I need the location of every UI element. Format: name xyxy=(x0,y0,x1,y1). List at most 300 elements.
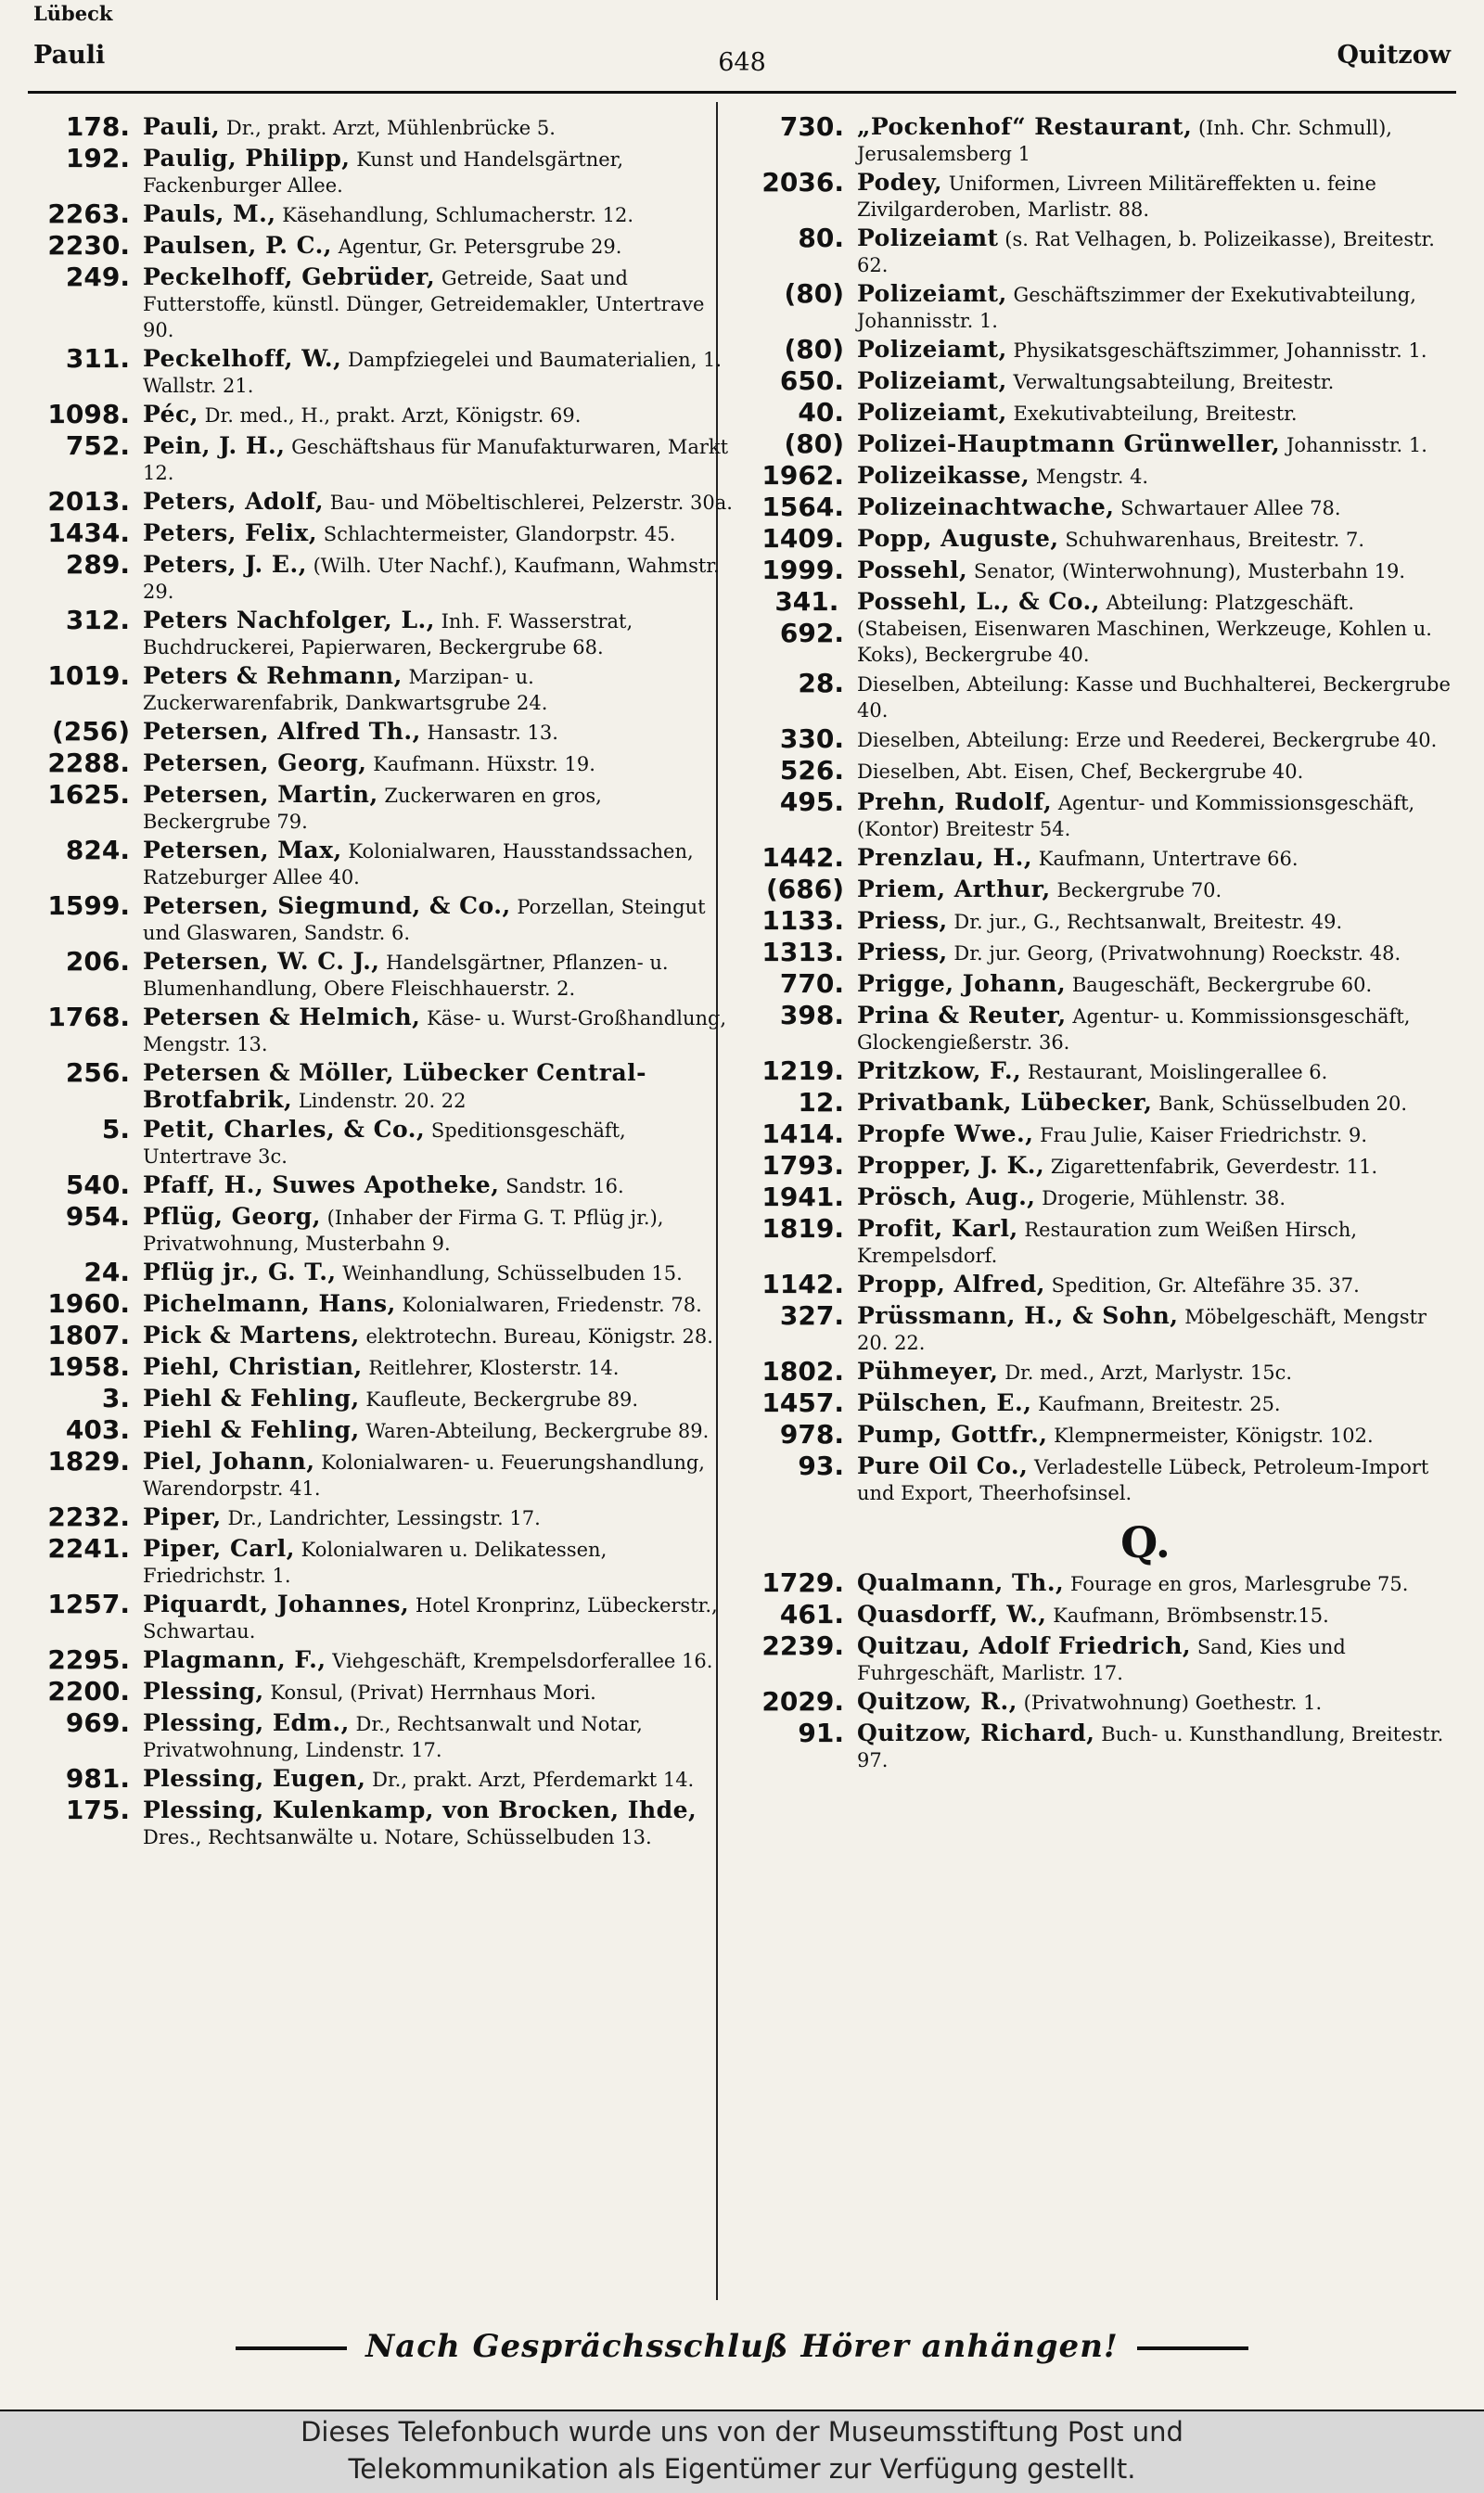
entry-name: Possehl, xyxy=(857,556,968,583)
directory-entry xyxy=(733,278,1456,334)
entry-details: Beckergrube 70. xyxy=(1056,879,1222,901)
entry-number: 1802. xyxy=(761,1356,844,1387)
entry-name: Popp, Auguste, xyxy=(857,525,1059,552)
directory-entry xyxy=(733,842,1456,874)
directory-entry xyxy=(28,1114,735,1170)
entry-text xyxy=(143,1795,735,1850)
entry-details: Dieselben, Abteilung: Kasse und Buchhalterei, Beckergrube 40. xyxy=(857,673,1451,722)
directory-entry xyxy=(733,1387,1456,1419)
directory-entry xyxy=(28,486,735,518)
entry-number: 1414. xyxy=(761,1119,844,1149)
directory-entry xyxy=(733,428,1456,460)
entry-number: 1564. xyxy=(761,492,844,522)
entry-number: 192. xyxy=(65,143,130,173)
directory-entry xyxy=(28,1351,735,1383)
directory-entry xyxy=(733,167,1456,223)
entry-number: 1819. xyxy=(761,1213,844,1244)
directory-entry xyxy=(733,397,1456,428)
entry-text xyxy=(857,668,1456,723)
entry-details: Kaufleute, Beckergrube 89. xyxy=(365,1388,639,1411)
entry-text xyxy=(143,1763,735,1793)
entry-details: Dr. jur. Georg, (Privatwohnung) Roeckstr. 48. xyxy=(953,942,1401,965)
entry-details: Speditionsgeschäft, Untertrave 3c. xyxy=(143,1119,626,1168)
entry-number: 461. xyxy=(779,1599,844,1630)
entry-name: Quitzow, R., xyxy=(857,1688,1017,1715)
entry-name: Pump, Gottfr., xyxy=(857,1421,1048,1448)
entry-details: Käse- u. Wurst-Großhandlung, Mengstr. 13. xyxy=(143,1007,727,1055)
entry-text xyxy=(857,1718,1456,1773)
entry-number: 178. xyxy=(65,111,130,142)
entry-number: (80) xyxy=(784,334,844,364)
directory-entry xyxy=(733,968,1456,1000)
entry-details: Konsul, (Privat) Herrnhaus Mori. xyxy=(270,1681,596,1704)
left-column xyxy=(28,111,735,1850)
directory-entry xyxy=(733,1150,1456,1182)
directory-entry xyxy=(28,1644,735,1676)
entry-details: Hotel Kronprinz, Lübeckerstr., Schwartau. xyxy=(143,1594,718,1643)
directory-entry xyxy=(28,1170,735,1201)
entry-number: 770. xyxy=(779,968,844,999)
entry-details: Handelsgärtner, Pflanzen- u. Blumenhandlung, Obere Fleischhauerstr. 2. xyxy=(143,952,669,1000)
entry-text xyxy=(143,716,735,746)
entry-details: Kaufmann, Breitestr. 25. xyxy=(1038,1393,1281,1415)
entry-name: Propfe Wwe., xyxy=(857,1120,1034,1147)
entry-name: Polizeiamt, xyxy=(857,336,1007,363)
directory-entry xyxy=(733,1213,1456,1269)
entry-name: Piel, Johann, xyxy=(143,1448,315,1475)
entry-text xyxy=(857,1269,1456,1298)
entry-name: Piehl, Christian, xyxy=(143,1353,363,1380)
entry-text xyxy=(857,755,1456,785)
entry-name: Petersen & Helmich, xyxy=(143,1004,421,1030)
directory-entry xyxy=(28,111,735,143)
entry-details: Lindenstr. 20. 22 xyxy=(298,1090,467,1112)
entry-text xyxy=(857,1419,1456,1449)
directory-entry xyxy=(733,1269,1456,1300)
entry-name: Petersen, Georg, xyxy=(143,749,367,776)
entry-number: 1442. xyxy=(761,842,844,873)
entry-name: Prenzlau, H., xyxy=(857,844,1033,871)
directory-entry xyxy=(733,523,1456,555)
entry-text xyxy=(857,428,1456,458)
directory-entry xyxy=(733,1630,1456,1686)
entry-details: Dr., Landrichter, Lessingstr. 17. xyxy=(227,1507,541,1529)
entry-name: Pauli, xyxy=(143,113,221,140)
entry-number: 1829. xyxy=(47,1446,130,1477)
entry-details: Marzipan- u. Zuckerwarenfabrik, Dankwartsgrube 24. xyxy=(143,666,548,714)
entry-text xyxy=(143,1288,735,1318)
entry-text xyxy=(143,660,735,716)
entry-number: 249. xyxy=(65,262,130,292)
footer-notice-text: Nach Gesprächsschluß Hörer anhängen! xyxy=(365,2328,1119,2365)
page-header xyxy=(33,2,1451,83)
entry-details: Restauration zum Weißen Hirsch, Krempelsdorf. xyxy=(857,1219,1358,1267)
entry-number: 175. xyxy=(65,1795,130,1825)
entry-number: 526. xyxy=(779,755,844,786)
entry-text xyxy=(143,399,735,428)
entry-details: Senator, (Winterwohnung), Musterbahn 19. xyxy=(973,560,1405,582)
entry-name: Polizeikasse, xyxy=(857,462,1030,489)
entry-name: Propper, J. K., xyxy=(857,1152,1045,1179)
entry-name: Peckelhoff, Gebrüder, xyxy=(143,263,436,290)
entry-text xyxy=(857,723,1456,753)
entry-number: 1807. xyxy=(47,1320,130,1350)
entry-details: Geschäftszimmer der Exekutivabteilung, Johannisstr. 1. xyxy=(857,284,1416,332)
entry-text xyxy=(857,968,1456,998)
entry-name: Quitzow, Richard, xyxy=(857,1720,1095,1746)
directory-entry xyxy=(28,1676,735,1707)
entry-details: elektrotechn. Bureau, Königstr. 28. xyxy=(365,1325,713,1348)
entry-number: 2241. xyxy=(47,1533,130,1564)
entry-details: Dr., Rechtsanwalt und Notar, Privatwohnung, Lindenstr. 17. xyxy=(143,1713,643,1761)
entry-name: Pichelmann, Hans, xyxy=(143,1290,396,1317)
entry-text xyxy=(143,1170,735,1199)
entry-text xyxy=(143,1057,735,1114)
directory-entry xyxy=(28,1446,735,1502)
entry-details: Dr. jur., G., Rechtsanwalt, Breitestr. 49. xyxy=(953,911,1343,933)
entry-details: Restaurant, Moislingerallee 6. xyxy=(1027,1061,1328,1083)
entry-text xyxy=(857,492,1456,521)
directory-entry xyxy=(733,1451,1456,1506)
entry-text xyxy=(857,1387,1456,1417)
entry-name: Pritzkow, F., xyxy=(857,1057,1022,1084)
entry-text xyxy=(143,1589,735,1644)
entry-details: Baugeschäft, Beckergrube 60. xyxy=(1071,974,1373,996)
directory-entry xyxy=(28,1589,735,1644)
entry-text xyxy=(857,1599,1456,1629)
credit-line-1: Dieses Telefonbuch wurde uns von der Museumsstiftung Post und xyxy=(301,2416,1183,2448)
entry-text xyxy=(143,605,735,660)
entry-number: (80) xyxy=(784,428,844,459)
entry-details: Dr., prakt. Arzt, Mühlenbrücke 5. xyxy=(225,117,556,139)
entry-name: Petersen, Alfred Th., xyxy=(143,718,421,745)
entry-number: 495. xyxy=(779,786,844,817)
entry-details: Abteilung: Platzgeschäft. (Stabeisen, Eisenwaren Maschinen, Werkzeuge, Kohlen u. Koks), Beckergrube 40. xyxy=(857,592,1432,666)
entry-number: 1768. xyxy=(47,1002,130,1032)
entry-name: Petersen, Siegmund, & Co., xyxy=(143,892,511,919)
entry-name: Priess, xyxy=(857,907,948,934)
directory-entry xyxy=(733,786,1456,842)
directory-entry xyxy=(733,1567,1456,1599)
directory-entry xyxy=(28,605,735,660)
directory-entry xyxy=(28,748,735,779)
entry-name: Privatbank, Lübecker, xyxy=(857,1089,1153,1116)
entry-number: 1960. xyxy=(47,1288,130,1319)
entry-name: Petersen, Martin, xyxy=(143,781,378,808)
section-q-entries xyxy=(733,1567,1456,1773)
entry-number: 327. xyxy=(779,1300,844,1331)
entry-text xyxy=(143,946,735,1002)
entry-number: 330. xyxy=(779,723,844,754)
directory-entry xyxy=(28,946,735,1002)
entry-name: Polizeiamt, xyxy=(857,367,1007,394)
entry-number: 2295. xyxy=(47,1644,130,1675)
entry-number: 256. xyxy=(65,1057,130,1088)
entry-number: 12. xyxy=(798,1087,844,1118)
directory-entry xyxy=(28,1502,735,1533)
directory-entry xyxy=(28,143,735,198)
entry-name: „Pockenhof“ Restaurant, xyxy=(857,113,1193,140)
entry-name: Pein, J. H., xyxy=(143,432,286,459)
entry-name: Plessing, Kulenkamp, von Brocken, Ihde, xyxy=(143,1796,697,1823)
entry-text xyxy=(857,167,1456,223)
entry-text xyxy=(143,486,735,516)
entry-name: Pühmeyer, xyxy=(857,1358,999,1385)
entry-details: Sandstr. 16. xyxy=(505,1175,624,1197)
entry-name: Priess, xyxy=(857,939,948,965)
entry-number: 824. xyxy=(65,835,130,865)
entry-name: Peters & Rehmann, xyxy=(143,662,403,689)
directory-entry xyxy=(28,890,735,946)
directory-entry xyxy=(733,1000,1456,1055)
entry-number: 969. xyxy=(65,1707,130,1738)
entry-number: 1793. xyxy=(761,1150,844,1181)
entry-number: 1941. xyxy=(761,1182,844,1212)
entry-text xyxy=(857,1686,1456,1716)
entry-text xyxy=(143,1351,735,1381)
entry-number: (686) xyxy=(765,874,844,904)
directory-entry xyxy=(733,905,1456,937)
directory-entry xyxy=(28,1795,735,1850)
entry-name: Pauls, M., xyxy=(143,200,276,227)
entry-name: Possehl, L., & Co., xyxy=(857,588,1100,615)
entry-number: 80. xyxy=(798,223,844,253)
footer-dash-right xyxy=(1137,2346,1248,2350)
directory-entry xyxy=(28,1707,735,1763)
header-city: Lübeck xyxy=(33,2,113,25)
entry-number: 650. xyxy=(779,365,844,396)
directory-entry xyxy=(28,549,735,605)
entry-name: Plessing, Eugen, xyxy=(143,1765,366,1792)
entry-text xyxy=(857,223,1456,278)
entry-name: Pure Oil Co., xyxy=(857,1452,1029,1479)
directory-entry xyxy=(733,1718,1456,1773)
entry-details: Schlachtermeister, Glandorpstr. 45. xyxy=(323,523,676,545)
entry-text xyxy=(143,262,735,343)
entry-text xyxy=(857,1567,1456,1597)
entry-number: 1729. xyxy=(761,1567,844,1598)
entry-name: Paulsen, P. C., xyxy=(143,232,332,259)
entry-number: 1409. xyxy=(761,523,844,554)
entry-text xyxy=(143,1533,735,1589)
entry-text xyxy=(857,1150,1456,1180)
entry-details: Dieselben, Abteilung: Erze und Reederei, Beckergrube 40. xyxy=(857,729,1438,751)
entry-details: Kolonialwaren, Hausstandssachen, Ratzeburger Allee 40. xyxy=(143,840,694,889)
credit-banner xyxy=(0,2411,1484,2493)
directory-entry xyxy=(28,1257,735,1288)
entry-text xyxy=(143,430,735,486)
entry-text xyxy=(857,1087,1456,1117)
entry-number: 93. xyxy=(798,1451,844,1481)
entry-text xyxy=(143,1201,735,1257)
entry-text xyxy=(143,111,735,141)
directory-entry xyxy=(28,1763,735,1795)
entry-name: Pülschen, E., xyxy=(857,1389,1032,1416)
directory-entry xyxy=(28,1288,735,1320)
entry-text xyxy=(143,1446,735,1502)
directory-entry xyxy=(28,1383,735,1414)
entry-name: Quitzau, Adolf Friedrich, xyxy=(857,1632,1192,1659)
entry-name: Priem, Arthur, xyxy=(857,876,1051,902)
entry-details: Agentur- und Kommissionsgeschäft, (Kontor) Breitestr 54. xyxy=(857,792,1415,840)
directory-entry xyxy=(28,779,735,835)
entry-text xyxy=(143,343,735,399)
directory-entry xyxy=(733,723,1456,755)
entry-name: Péc, xyxy=(143,401,198,428)
entry-details: Exekutivabteilung, Breitestr. xyxy=(1013,403,1298,425)
entry-text xyxy=(857,905,1456,935)
entry-details: (Inhaber der Firma G. T. Pflüg jr.), Privatwohnung, Musterbahn 9. xyxy=(143,1207,664,1255)
entry-number: 1098. xyxy=(47,399,130,429)
footer-dash-left xyxy=(236,2346,347,2350)
entry-details: Dres., Rechtsanwälte u. Notare, Schüsselbuden 13. xyxy=(143,1826,652,1848)
directory-entry xyxy=(28,1320,735,1351)
entry-details: Klempnermeister, Königstr. 102. xyxy=(1054,1425,1374,1447)
directory-entry xyxy=(733,334,1456,365)
directory-entry xyxy=(733,1300,1456,1356)
entry-details: Uniformen, Livreen Militäreffekten u. feine Zivilgarderoben, Marlistr. 88. xyxy=(857,173,1376,221)
entry-details: Kolonialwaren- u. Feuerungshandlung, Warendorpstr. 41. xyxy=(143,1451,705,1500)
entry-details: Johannisstr. 1. xyxy=(1286,434,1427,456)
directory-entry xyxy=(28,430,735,486)
entry-name: Prüssmann, H., & Sohn, xyxy=(857,1302,1179,1329)
entry-text xyxy=(857,278,1456,334)
entry-details: Dieselben, Abt. Eisen, Chef, Beckergrube 40. xyxy=(857,761,1304,783)
right-column-entries xyxy=(733,111,1456,1506)
entry-name: Peters, J. E., xyxy=(143,551,307,578)
directory-entry xyxy=(733,874,1456,905)
entry-details: Kaufmann, Brömbsenstr.15. xyxy=(1053,1604,1329,1627)
entry-number: 311. xyxy=(65,343,130,374)
entry-name: Polizeiamt, xyxy=(857,399,1007,426)
entry-details: Möbelgeschäft, Mengstr 20. 22. xyxy=(857,1306,1427,1354)
entry-name: Plagmann, F., xyxy=(143,1646,326,1673)
entry-text xyxy=(143,1414,735,1444)
right-column xyxy=(733,111,1456,1773)
directory-entry xyxy=(733,1182,1456,1213)
directory-entry xyxy=(733,1419,1456,1451)
page-number: 648 xyxy=(718,48,766,77)
entry-number: 403. xyxy=(65,1414,130,1445)
directory-entry xyxy=(733,223,1456,278)
entry-name: Propp, Alfred, xyxy=(857,1271,1045,1298)
entry-details: Viehgeschäft, Krempelsdorferallee 16. xyxy=(332,1650,713,1672)
entry-number: 2029. xyxy=(761,1686,844,1717)
entry-details: Agentur- u. Kommissionsgeschäft, Glockengießerstr. 36. xyxy=(857,1005,1411,1054)
entry-name: Polizeiamt xyxy=(857,224,999,251)
entry-details: Kolonialwaren, Friedenstr. 78. xyxy=(402,1294,702,1316)
entry-number: 2288. xyxy=(47,748,130,778)
header-last-entry: Quitzow xyxy=(1337,41,1451,70)
entry-text xyxy=(143,1502,735,1531)
entry-text xyxy=(143,198,735,228)
entry-name: Piehl & Fehling, xyxy=(143,1385,360,1412)
entry-text xyxy=(857,842,1456,872)
entry-text xyxy=(143,549,735,605)
entry-number: 2263. xyxy=(47,198,130,229)
directory-entry xyxy=(28,716,735,748)
entry-name: Profit, Karl, xyxy=(857,1215,1018,1242)
entry-name: Prösch, Aug., xyxy=(857,1183,1036,1210)
entry-text xyxy=(857,1182,1456,1211)
section-letter-q: Q. xyxy=(1120,1517,1171,1567)
entry-text xyxy=(857,1213,1456,1269)
entry-text xyxy=(857,937,1456,966)
entry-details: Schwartauer Allee 78. xyxy=(1120,497,1341,519)
entry-details: Käsehandlung, Schlumacherstr. 12. xyxy=(282,204,634,226)
entry-number: 5. xyxy=(101,1114,130,1144)
entry-details: (s. Rat Velhagen, b. Polizeikasse), Breitestr. 62. xyxy=(857,228,1435,276)
entry-details: (Wilh. Uter Nachf.), Kaufmann, Wahmstr. 29. xyxy=(143,555,720,603)
entry-name: Podey, xyxy=(857,169,943,196)
directory-entry xyxy=(733,1599,1456,1630)
entry-name: Plessing, Edm., xyxy=(143,1709,350,1736)
entry-text xyxy=(857,365,1456,395)
entry-text xyxy=(857,111,1456,167)
entry-text xyxy=(857,586,1456,668)
entry-number: 28. xyxy=(798,668,844,698)
entry-number: 1142. xyxy=(761,1269,844,1299)
directory-entry xyxy=(733,1087,1456,1119)
entry-text xyxy=(857,1055,1456,1085)
entry-text xyxy=(143,1320,735,1349)
entry-name: Pflüg, Georg, xyxy=(143,1203,321,1230)
directory-entry xyxy=(28,343,735,399)
entry-details: Reitlehrer, Klosterstr. 14. xyxy=(368,1357,620,1379)
entry-text xyxy=(143,1707,735,1763)
entry-name: Piehl & Fehling, xyxy=(143,1416,360,1443)
entry-details: Agentur, Gr. Petersgrube 29. xyxy=(338,236,622,258)
entry-details: Kaufmann. Hüxstr. 19. xyxy=(373,753,595,775)
credit-line-2: Telekommunikation als Eigentümer zur Verfügung gestellt. xyxy=(348,2453,1136,2485)
directory-entry xyxy=(28,1533,735,1589)
entry-details: Porzellan, Steingut und Glaswaren, Sandstr. 6. xyxy=(143,896,706,944)
entry-text xyxy=(143,1676,735,1706)
entry-name: Petersen, Max, xyxy=(143,837,342,863)
directory-entry xyxy=(733,1686,1456,1718)
entry-name: Polizeiamt, xyxy=(857,280,1007,307)
entry-number: 981. xyxy=(65,1763,130,1794)
directory-entry xyxy=(733,111,1456,167)
directory-entry xyxy=(28,399,735,430)
entry-name: Peters Nachfolger, L., xyxy=(143,607,435,633)
directory-entry xyxy=(28,518,735,549)
entry-number: 1962. xyxy=(761,460,844,491)
entry-details: Spedition, Gr. Altefähre 35. 37. xyxy=(1051,1274,1360,1297)
entry-number: 206. xyxy=(65,946,130,977)
entry-name: Piper, xyxy=(143,1503,222,1530)
directory-entry xyxy=(28,198,735,230)
directory-entry xyxy=(733,1119,1456,1150)
entry-name: Qualmann, Th., xyxy=(857,1569,1065,1596)
entry-name: Prehn, Rudolf, xyxy=(857,788,1053,815)
entry-details: Frau Julie, Kaiser Friedrichstr. 9. xyxy=(1040,1124,1367,1146)
entry-details: Sand, Kies und Fuhrgeschäft, Marlistr. 17. xyxy=(857,1636,1346,1684)
entry-name: Paulig, Philipp, xyxy=(143,145,351,172)
footer-notice xyxy=(0,2328,1484,2365)
entry-name: Petersen & Möller, Lübecker Central-Brotfabrik, xyxy=(143,1059,647,1113)
entry-details: Weinhandlung, Schüsselbuden 15. xyxy=(342,1262,683,1285)
entry-number: 2200. xyxy=(47,1676,130,1707)
directory-entry xyxy=(28,1414,735,1446)
entry-number: 289. xyxy=(65,549,130,580)
entry-text xyxy=(857,460,1456,490)
entry-text xyxy=(857,1451,1456,1506)
entry-number: 2239. xyxy=(761,1630,844,1661)
entry-name: Petersen, W. C. J., xyxy=(143,948,380,975)
entry-details: Mengstr. 4. xyxy=(1035,466,1149,488)
directory-entry xyxy=(28,1201,735,1257)
